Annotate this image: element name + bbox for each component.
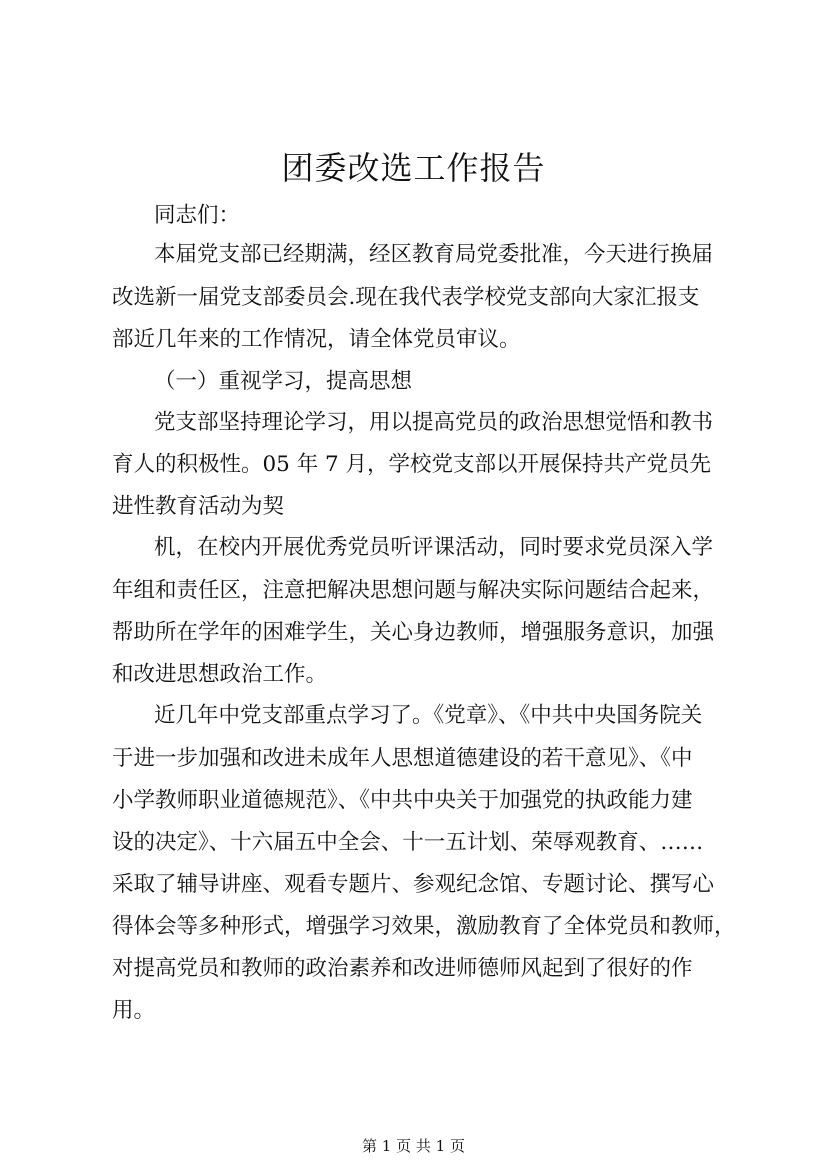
para3-line-1: 近几年中党支部重点学习了。《党章》、《中共中央国务院关: [154, 703, 703, 728]
para1-line-3: 进性教育活动为契: [112, 494, 285, 519]
para2-line-3: 帮助所在学年的困难学生，关心身边教师，增强服务意识，加强: [112, 620, 715, 645]
intro-line-3: 部近几年来的工作情况，请全体党员审议。: [112, 327, 521, 352]
intro-line-2: 改选新一届党支部委员会.现在我代表学校党支部向大家汇报支: [112, 285, 700, 310]
para3-line-6: 得体会等多种形式，增强学习效果，激励教育了全体党员和教师，: [112, 914, 736, 939]
para3-line-7: 对提高党员和教师的政治素养和改进师德师风起到了很好的作: [112, 956, 693, 981]
page-number-footer: 第 1 页 共 1 页: [362, 1137, 465, 1155]
salutation: 同志们：: [154, 203, 241, 228]
para3-line-4: 设的决定》、十六届五中全会、十一五计划、荣辱观教育、……: [112, 830, 704, 855]
para2-line-2: 年组和责任区，注意把解决思想问题与解决实际问题结合起来，: [112, 578, 715, 603]
document-title: 团委改选工作报告: [281, 149, 546, 187]
para2-line-1: 机，在校内开展优秀党员听评课活动，同时要求党员深入学: [154, 535, 714, 560]
para1-line-2: 育人的积极性。05 年 7 月，学校党支部以开展保持共产党员先: [112, 452, 712, 477]
para2-line-4: 和改进思想政治工作。: [112, 662, 328, 687]
para3-line-3: 小学教师职业道德规范》、《中共中央关于加强党的执政能力建: [112, 788, 693, 813]
para3-line-2: 于进一步加强和改进未成年人思想道德建设的若干意见》、《中: [112, 746, 693, 771]
para3-line-5: 采取了辅导讲座、观看专题片、参观纪念馆、专题讨论、撰写心: [112, 872, 715, 897]
para3-line-8: 用。: [112, 998, 156, 1023]
para1-line-1: 党支部坚持理论学习，用以提高党员的政治思想觉悟和教书: [154, 410, 714, 435]
intro-line-1: 本届党支部已经期满，经区教育局党委批准，今天进行换届: [154, 242, 714, 267]
section-heading: （一）重视学习，提高思想: [154, 369, 413, 394]
